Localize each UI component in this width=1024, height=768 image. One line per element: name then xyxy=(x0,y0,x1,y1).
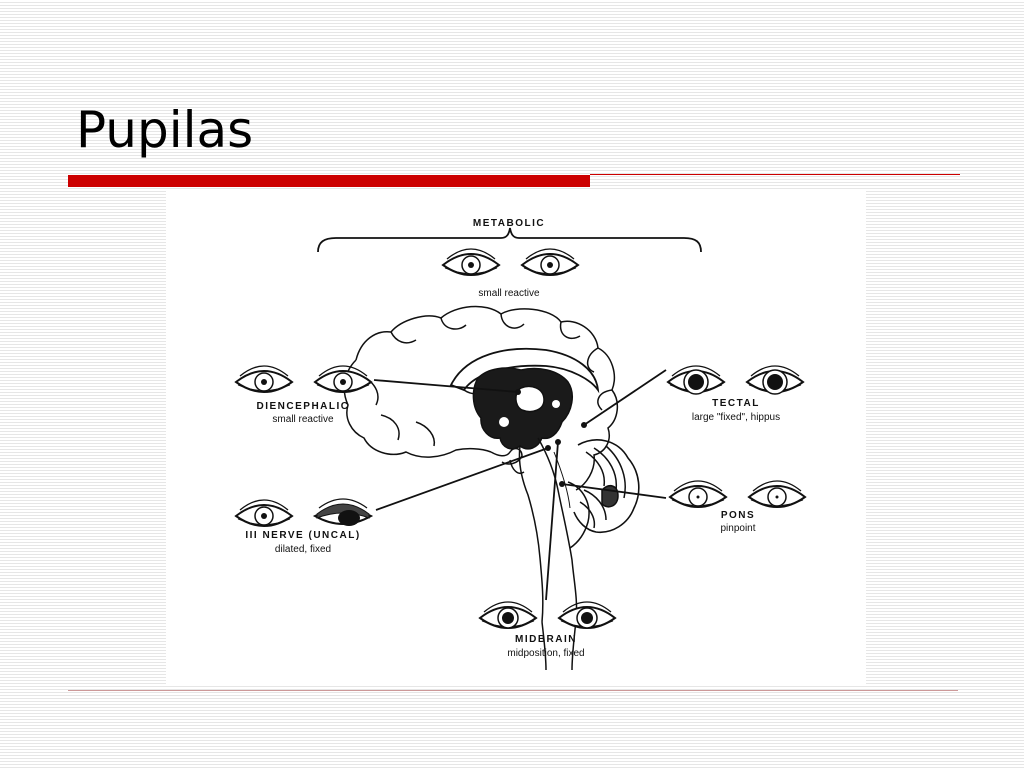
pointer-dot-third-nerve xyxy=(545,445,551,451)
pupil-lesion-diagram xyxy=(166,190,866,686)
eye-tectal-left xyxy=(668,366,724,394)
pointer-dot-tectum xyxy=(581,422,587,428)
eye-diencephalic-right xyxy=(315,366,371,392)
eye-midbrain-right xyxy=(559,602,615,628)
tectal-desc: large "fixed", hippus xyxy=(691,412,781,423)
eye-third-nerve-right-ptosis xyxy=(315,499,371,526)
title-underline-red xyxy=(68,175,590,187)
pointer-dot-diencephalon xyxy=(515,389,521,395)
pons-desc: pinpoint xyxy=(720,523,756,534)
eye-third-nerve-left xyxy=(236,500,292,526)
third-nerve-desc: dilated, fixed xyxy=(274,544,332,555)
pupil-diagram-svg xyxy=(166,190,866,686)
pons-label: PONS xyxy=(720,510,756,521)
metabolic-label: METABOLIC xyxy=(472,218,546,229)
eye-pons-right xyxy=(749,481,805,507)
midbrain-label: MIDBRAIN xyxy=(515,634,577,645)
diencephalic-label: DIENCEPHALIC xyxy=(256,401,350,412)
pointer-dot-pons xyxy=(559,481,565,487)
pointer-dot-midbrain xyxy=(555,439,561,445)
eye-metabolic-right xyxy=(522,249,578,275)
eye-pons-left xyxy=(670,481,726,507)
eye-diencephalic-left xyxy=(236,366,292,392)
title-underline-thin xyxy=(590,174,960,175)
eye-tectal-right xyxy=(747,366,803,394)
metabolic-brace xyxy=(318,228,701,252)
midbrain-desc: midposition, fixed xyxy=(507,648,585,659)
eye-metabolic-left xyxy=(443,249,499,275)
third-nerve-label: III NERVE (UNCAL) xyxy=(245,530,361,541)
slide-title: Pupilas xyxy=(76,101,254,159)
tectal-label: TECTAL xyxy=(712,398,760,409)
footer-divider xyxy=(68,690,958,691)
metabolic-desc: small reactive xyxy=(478,288,540,299)
eye-midbrain-left xyxy=(480,602,536,628)
diencephalic-desc: small reactive xyxy=(272,414,334,425)
